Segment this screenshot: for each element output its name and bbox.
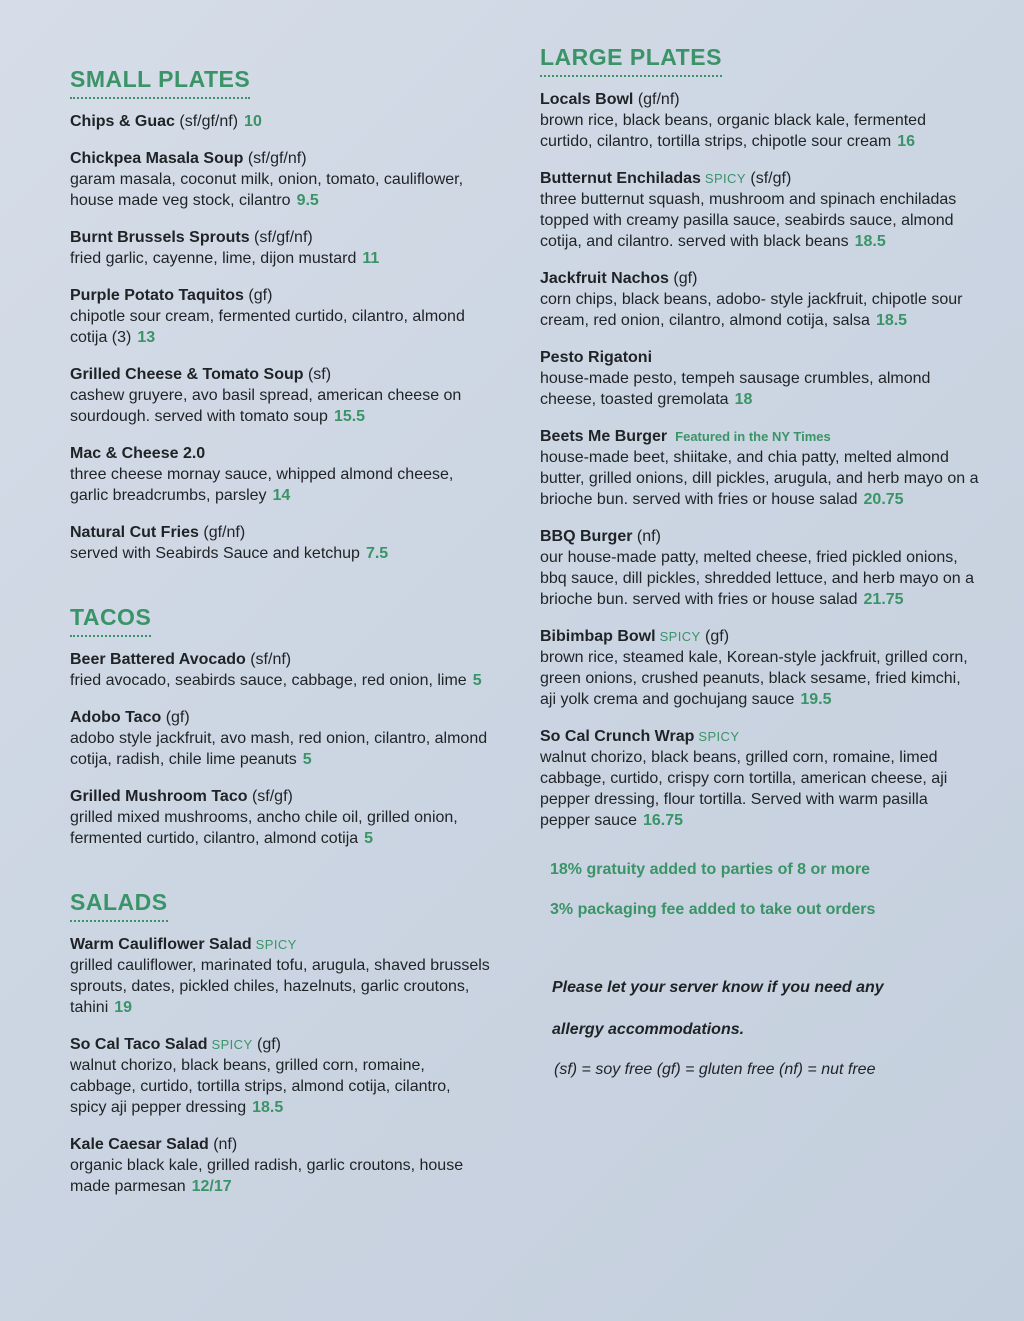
menu-item-heading [70, 786, 490, 807]
diet-legend: (sf) = soy free (gf) = gluten free (nf) = nut free [554, 1061, 876, 1078]
menu-item-heading [540, 168, 980, 189]
menu-item [70, 1034, 490, 1118]
spicy-tag: SPICY [659, 629, 701, 644]
menu-item-price: 16 [897, 133, 916, 150]
menu-item-description-row [540, 747, 980, 831]
left-column [70, 66, 490, 1213]
menu-item [540, 726, 980, 831]
menu-item-name: Beer Battered Avocado [70, 651, 246, 668]
allergy-line-2: allergy accommodations. [552, 1021, 745, 1038]
menu-item-description: house-made pesto, tempeh sausage crumbles, almond cheese, toasted gremolata [540, 370, 931, 408]
diet-tags: (sf/gf) [750, 170, 792, 187]
menu-item-name: Pesto Rigatoni [540, 349, 653, 366]
small-plates-section [70, 66, 490, 564]
menu-item-description-row [540, 189, 980, 252]
menu-item-description-row [70, 385, 490, 427]
menu-item-price: 7.5 [365, 545, 389, 562]
menu-item-name: Warm Cauliflower Salad [70, 936, 252, 953]
menu-item-price: 5 [364, 830, 374, 847]
menu-item-description-row [540, 368, 980, 410]
menu-item-heading [70, 111, 490, 132]
menu-item-description-row [70, 955, 490, 1018]
menu-item [70, 285, 490, 348]
diet-tags: (gf) [257, 1036, 281, 1053]
large-plates-list [540, 89, 980, 831]
menu-item-heading [70, 522, 490, 543]
menu-item-description: fried avocado, seabirds sauce, cabbage, red onion, lime [70, 672, 467, 689]
menu-item-price: 11 [362, 250, 380, 267]
diet-tags: (sf/gf/nf) [247, 150, 307, 167]
spicy-tag: SPICY [698, 729, 740, 744]
menu-item-name: Burnt Brussels Sprouts [70, 229, 250, 246]
diet-tags: (sf/nf) [250, 651, 292, 668]
menu-item-name: Butternut Enchiladas [540, 170, 701, 187]
menu-item-name: Grilled Cheese & Tomato Soup [70, 366, 304, 383]
menu-item-name: Beets Me Burger [540, 428, 668, 445]
small-plates-list [70, 111, 490, 564]
menu-item-description-row [70, 169, 490, 211]
menu-item-name: BBQ Burger [540, 528, 633, 545]
menu-item-name: Chips & Guac [70, 113, 175, 130]
menu-item-heading [540, 726, 980, 747]
menu-item-name: Mac & Cheese 2.0 [70, 445, 206, 462]
menu-item-description: grilled cauliflower, marinated tofu, arugula, shaved brussels sprouts, dates, pickled chiles, hazelnuts, garlic croutons, tahini [70, 957, 490, 1016]
section-title-large-plates: LARGE PLATES [540, 44, 722, 77]
diet-tags: (gf) [673, 270, 698, 287]
menu-item-heading [70, 1034, 490, 1055]
spicy-tag: SPICY [704, 171, 746, 186]
menu-item-description: served with Seabirds Sauce and ketchup [70, 545, 360, 562]
menu-item-heading [70, 1134, 490, 1155]
menu-item-price: 5 [302, 751, 312, 768]
diet-tags: (sf/gf) [251, 788, 293, 805]
menu-item-description-row [540, 447, 980, 510]
menu-item-description-row [540, 547, 980, 610]
menu-item-price: 10 [244, 113, 262, 130]
menu-item-name: Kale Caesar Salad [70, 1136, 209, 1153]
menu-item-name: So Cal Crunch Wrap [540, 728, 695, 745]
section-title-salads: SALADS [70, 889, 168, 922]
menu-item-heading [70, 934, 490, 955]
menu-item-heading [70, 285, 490, 306]
menu-item-name: So Cal Taco Salad [70, 1036, 208, 1053]
salads-section [70, 889, 490, 1197]
menu-item [70, 111, 490, 132]
allergy-line-1: Please let your server know if you need any [552, 979, 884, 996]
diet-tags: (gf) [248, 287, 273, 304]
menu-item-heading [540, 347, 980, 368]
menu-item-heading [70, 227, 490, 248]
menu-item-name: Chickpea Masala Soup [70, 150, 244, 167]
menu-item-description-row [70, 248, 490, 269]
menu-item-heading [540, 268, 980, 289]
diet-tags: (gf/nf) [203, 524, 246, 541]
menu-item-description-row [70, 306, 490, 348]
diet-tags: (nf) [213, 1136, 238, 1153]
menu-item [70, 1134, 490, 1197]
menu-item-description: chipotle sour cream, fermented curtido, cilantro, almond cotija (3) [70, 308, 465, 346]
spicy-tag: SPICY [255, 937, 297, 952]
menu-item-description: fried garlic, cayenne, lime, dijon mustard [70, 250, 357, 267]
salads-list [70, 934, 490, 1197]
menu-item-description: corn chips, black beans, adobo- style jackfruit, chipotle sour cream, red onion, cilantro, almond cotija, salsa [540, 291, 963, 329]
menu-item [70, 649, 490, 691]
menu-item-heading [540, 626, 980, 647]
menu-item-description: brown rice, black beans, organic black kale, fermented curtido, cilantro, tortilla strips, chipotle sour cream [540, 112, 926, 150]
large-plates-section [540, 44, 980, 831]
menu-item [70, 227, 490, 269]
menu-item-price: 5 [472, 672, 482, 689]
menu-item-description-row [540, 110, 980, 152]
menu-item-heading [70, 148, 490, 169]
menu-item-description: three cheese mornay sauce, whipped almond cheese, garlic breadcrumbs, parsley [70, 466, 454, 504]
menu-item-description: our house-made patty, melted cheese, fried pickled onions, bbq sauce, dill pickles, shredded lettuce, and herb mayo on a brioche bun. served with fries or house salad [540, 549, 975, 608]
menu-item-description-row [70, 1155, 490, 1197]
right-column [540, 44, 980, 1079]
menu-item-description-row [70, 728, 490, 770]
menu-item-heading [70, 443, 490, 464]
menu-item-price: 14 [272, 487, 291, 504]
diet-tags: (sf/gf/nf) [179, 113, 239, 130]
menu-item-description-row [70, 807, 490, 849]
menu-item-price: 13 [137, 329, 156, 346]
diet-tags: (gf/nf) [637, 91, 680, 108]
diet-tags: (gf) [165, 709, 190, 726]
section-title-small-plates: SMALL PLATES [70, 66, 250, 99]
menu-item-note: Featured in the NY Times [675, 429, 831, 444]
menu-item-description: walnut chorizo, black beans, grilled corn, romaine, cabbage, curtido, tortilla strips, almond cotija, cilantro, spicy aji pepper dressing [70, 1057, 451, 1116]
menu-item [70, 443, 490, 506]
menu-item-description-row [70, 464, 490, 506]
menu-item-price: 20.75 [863, 491, 904, 508]
menu-item [540, 89, 980, 152]
menu-item [70, 934, 490, 1018]
menu-item-price: 18 [734, 391, 753, 408]
menu-item-heading [540, 89, 980, 110]
gratuity-notice: 18% gratuity added to parties of 8 or more [550, 861, 871, 878]
menu-item [70, 522, 490, 564]
menu-item [70, 148, 490, 211]
menu-item-description-row [540, 647, 980, 710]
menu-item-name: Adobo Taco [70, 709, 162, 726]
menu-item-price: 18.5 [252, 1099, 284, 1116]
menu-item-description-row [540, 289, 980, 331]
diet-tags: (nf) [636, 528, 661, 545]
menu-item-description-row [70, 670, 490, 691]
menu-item-price: 15.5 [333, 408, 366, 425]
menu-item [540, 347, 980, 410]
spicy-tag: SPICY [211, 1037, 253, 1052]
menu-item [70, 707, 490, 770]
menu-item-description-row [70, 1055, 490, 1118]
menu-item [540, 268, 980, 331]
menu-item-description: walnut chorizo, black beans, grilled corn, romaine, limed cabbage, curtido, crispy corn tortilla, american cheese, aji pepper dressing, flour tortilla. Served with warm pasilla pepper sauce [540, 749, 948, 829]
tacos-list [70, 649, 490, 849]
menu-item-price: 19.5 [800, 691, 832, 708]
menu-item-heading [540, 526, 980, 547]
menu-item-description: house-made beet, shiitake, and chia patty, melted almond butter, grilled onions, dill pickles, arugula, and herb mayo on a brioche bun. served with fries or house salad [540, 449, 979, 508]
tacos-section [70, 604, 490, 849]
section-title-tacos: TACOS [70, 604, 151, 637]
menu-item-description: cashew gruyere, avo basil spread, american cheese on sourdough. served with tomato soup [70, 387, 462, 425]
menu-item-description: grilled mixed mushrooms, ancho chile oil, grilled onion, fermented curtido, cilantro, almond cotija [70, 809, 458, 847]
menu-item-name: Jackfruit Nachos [540, 270, 669, 287]
menu-item-price: 12/17 [191, 1178, 232, 1195]
menu-item-heading [70, 707, 490, 728]
diet-tags: (gf) [705, 628, 730, 645]
menu-item [540, 626, 980, 710]
menu-item-description: brown rice, steamed kale, Korean-style jackfruit, grilled corn, green onions, crushed peanuts, black sesame, fried kimchi, aji yolk crema and gochujang sauce [540, 649, 968, 708]
menu-item-price: 19 [114, 999, 133, 1016]
menu-item-price: 16.75 [642, 812, 684, 829]
menu-item-heading [70, 364, 490, 385]
menu-item-heading [70, 649, 490, 670]
menu-item-description-row [70, 543, 490, 564]
menu-item [70, 786, 490, 849]
diet-tags: (sf) [307, 366, 332, 383]
menu-item-description: adobo style jackfruit, avo mash, red onion, cilantro, almond cotija, radish, chile lime peanuts [70, 730, 488, 768]
menu-item-description: three butternut squash, mushroom and spinach enchiladas topped with creamy pasilla sauce, seabirds sauce, almond cotija, and cilantro. served with black beans [540, 191, 957, 250]
menu-item-name: Grilled Mushroom Taco [70, 788, 248, 805]
menu-item-heading [540, 426, 980, 447]
menu-item-price: 21.75 [863, 591, 904, 608]
menu-item [540, 526, 980, 610]
menu-item [540, 426, 980, 510]
diet-tags: (sf/gf/nf) [254, 229, 313, 246]
menu-item-price: 9.5 [296, 192, 319, 209]
menu-item-price: 18.5 [875, 312, 908, 329]
menu-item-name: Natural Cut Fries [70, 524, 199, 541]
menu-item-name: Purple Potato Taquitos [70, 287, 244, 304]
menu-item-name: Locals Bowl [540, 91, 634, 108]
menu-item-description: organic black kale, grilled radish, garlic croutons, house made parmesan [70, 1157, 464, 1195]
menu-item-price: 18.5 [854, 233, 886, 250]
packaging-notice: 3% packaging fee added to take out orders [550, 901, 876, 918]
menu-item [70, 364, 490, 427]
menu-item [540, 168, 980, 252]
menu-item-name: Bibimbap Bowl [540, 628, 656, 645]
allergy-notice [552, 967, 980, 1051]
menu-item-description: garam masala, coconut milk, onion, tomato, cauliflower, house made veg stock, cilantro [70, 171, 464, 209]
